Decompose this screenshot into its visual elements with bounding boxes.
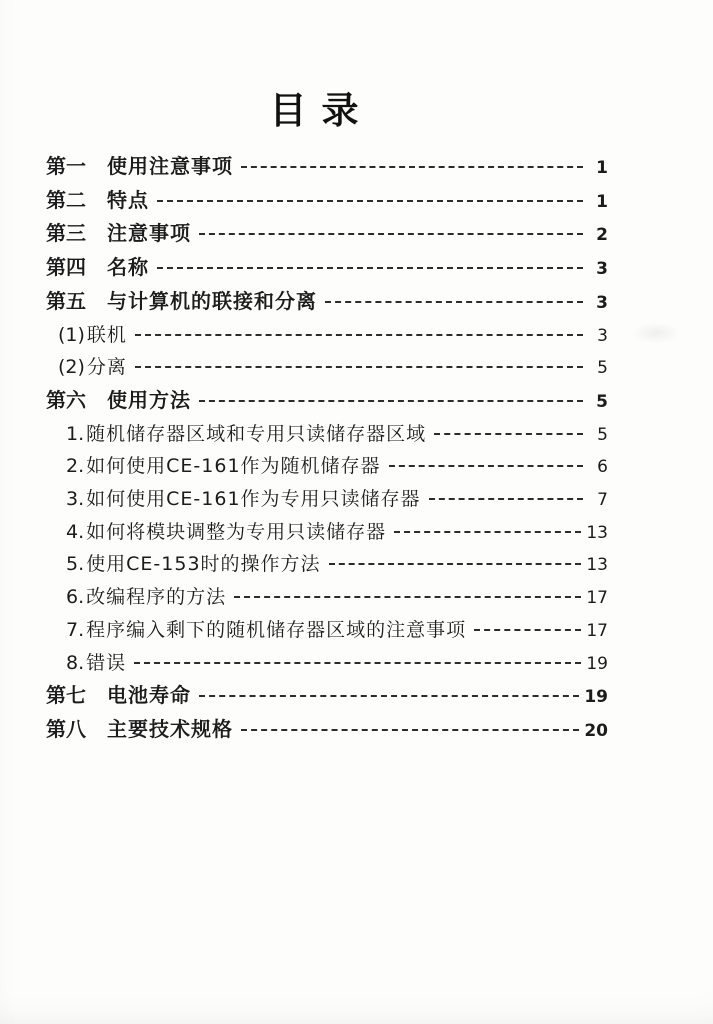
toc-entry-title: 电池寿命	[107, 683, 191, 708]
toc-entry	[46, 151, 608, 185]
toc-entry-title: 错误	[86, 651, 127, 674]
toc-entry-title: 分离	[86, 356, 127, 379]
dotted-leader	[394, 531, 581, 533]
toc-entry-number: 第二	[46, 187, 86, 212]
toc-entry-title: 如何使用CE-161作为随机储存器	[86, 455, 381, 478]
toc-entry-title: 名称	[107, 255, 149, 280]
toc-entry-number: 5.	[66, 553, 85, 576]
dotted-leader	[135, 366, 583, 368]
toc-entry-title: 主要技术规格	[107, 716, 233, 741]
toc-entry-number: 6.	[66, 586, 85, 609]
toc-entry-number: (1)	[58, 323, 85, 346]
toc-entry-number: 2.	[66, 455, 85, 478]
toc-entry-page: 3	[596, 292, 608, 313]
toc-entry-page: 17	[586, 620, 608, 641]
toc-entry-title: 使用注意事项	[107, 154, 233, 178]
toc-entry-page: 17	[586, 588, 608, 609]
toc-entry-number: 3.	[66, 488, 85, 511]
toc-entry-number: 第五	[46, 288, 86, 313]
toc-entry	[46, 385, 608, 419]
dotted-leader	[241, 166, 583, 168]
dotted-leader	[329, 563, 582, 565]
dotted-leader	[199, 695, 579, 697]
toc-entry	[46, 549, 608, 582]
toc-entry-number: 4.	[66, 520, 85, 543]
toc-entry-page: 6	[597, 457, 608, 478]
dotted-leader	[199, 400, 583, 402]
toc-entry	[46, 451, 608, 484]
toc-entry-title: 随机储存器区域和专用只读储存器区域	[86, 422, 427, 445]
toc-entry-page: 5	[597, 358, 608, 379]
dotted-leader	[241, 729, 579, 731]
dotted-leader	[474, 629, 581, 631]
toc-entry	[46, 484, 608, 517]
toc-entry	[46, 615, 608, 648]
toc-entry-title: 特点	[107, 187, 149, 212]
dotted-leader	[429, 498, 583, 500]
dotted-leader	[434, 433, 583, 435]
toc-entry-page: 3	[597, 325, 608, 346]
toc-entry-page: 20	[584, 720, 608, 741]
dotted-leader	[134, 662, 581, 664]
toc-entry-title: 联机	[86, 323, 127, 346]
dotted-leader	[234, 596, 581, 598]
dotted-leader	[135, 334, 583, 336]
toc-entry-page: 2	[596, 225, 608, 246]
dotted-leader	[157, 200, 583, 202]
toc-entry-page: 1	[596, 158, 608, 178]
toc-entry-title: 如何使用CE-161作为专用只读储存器	[86, 488, 421, 511]
toc-entry-number: 第七	[46, 683, 86, 708]
toc-entry-number: 第四	[46, 255, 86, 280]
toc-entry-number: 第三	[46, 221, 86, 246]
toc-entry-number: 第八	[46, 716, 86, 741]
toc-entry-number: 第六	[46, 387, 86, 412]
page-title: 目录	[269, 89, 374, 132]
toc-entry-page: 7	[597, 490, 608, 511]
toc-entry-title: 程序编入剩下的随机储存器区域的注意事项	[86, 618, 467, 641]
toc-entry	[46, 680, 608, 714]
toc-entry	[46, 648, 608, 681]
toc-entry	[46, 714, 608, 748]
toc-entry-number: (2)	[58, 356, 85, 379]
scan-smudge-artifact	[632, 322, 680, 344]
toc-entry-title: 使用方法	[107, 387, 191, 412]
toc-entry	[46, 218, 608, 252]
toc-entry-title: 改编程序的方法	[86, 586, 227, 609]
toc-entry	[46, 582, 608, 615]
toc-entry-title: 与计算机的联接和分离	[107, 288, 317, 313]
toc-entry-page: 13	[586, 555, 608, 576]
toc-entry-number: 7.	[66, 618, 85, 641]
toc-entry	[46, 419, 608, 452]
toc-entry-number: 第一	[46, 154, 86, 178]
toc-entry-title: 注意事项	[107, 221, 191, 246]
toc-entry-title: 如何将模块调整为专用只读储存器	[86, 520, 387, 543]
table-of-contents	[46, 151, 608, 748]
dotted-leader	[325, 301, 583, 303]
toc-entry-number: 1.	[66, 422, 85, 445]
toc-entry	[46, 352, 608, 385]
toc-entry	[46, 517, 608, 550]
toc-entry-page: 13	[586, 522, 608, 543]
toc-entry-number: 8.	[66, 651, 85, 674]
toc-entry-page: 5	[596, 391, 608, 412]
dotted-leader	[199, 233, 583, 235]
toc-entry	[46, 252, 608, 286]
toc-entry	[46, 185, 608, 219]
toc-entry-page: 5	[597, 424, 608, 445]
dotted-leader	[157, 267, 583, 269]
toc-entry-page: 3	[596, 259, 608, 280]
toc-entry	[46, 286, 608, 320]
toc-entry-page: 1	[596, 191, 608, 212]
toc-entry-page: 19	[584, 687, 608, 708]
dotted-leader	[389, 465, 583, 467]
toc-entry-title: 使用CE-153时的操作方法	[86, 553, 321, 576]
toc-entry-page: 19	[586, 653, 608, 674]
toc-entry	[46, 320, 608, 353]
